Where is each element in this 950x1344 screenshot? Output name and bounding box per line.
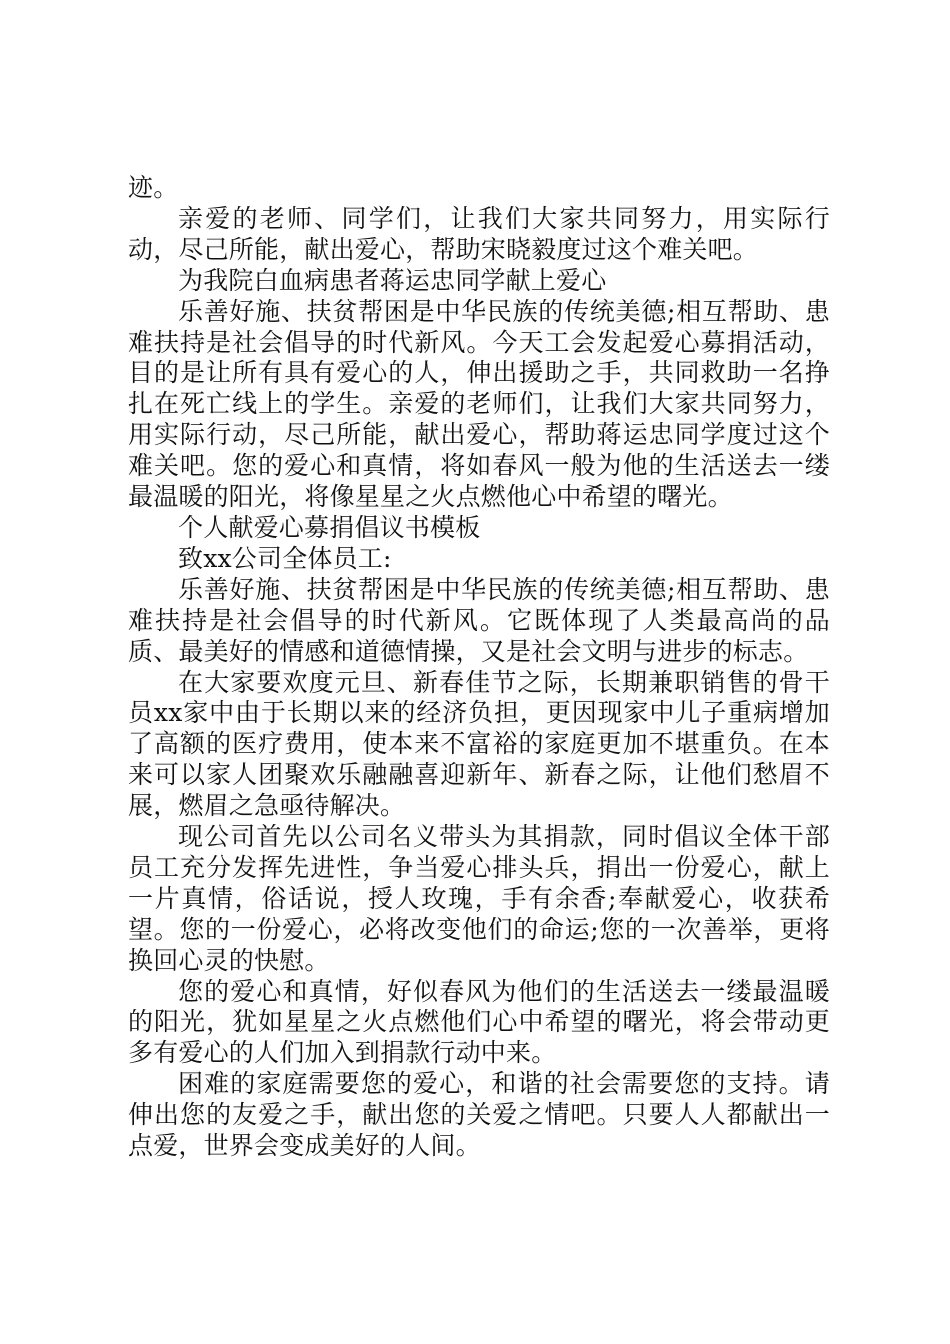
- salutation: 致xx公司全体员工:: [178, 543, 392, 573]
- paragraph-continuation: 迹。: [128, 173, 179, 202]
- paragraph-situation: 在大家要欢度元旦、新春佳节之际，长期兼职销售的骨干员xx家中由于长期以来的经济负担，更因现家中儿子重病增加了高额的医疗费用，使本来不富裕的家庭更加不堪重负。在本来可以家人团聚欢乐融融喜迎新年、新春之际，让他们愁眉不展，燃眉之急亟待解决。: [128, 667, 830, 821]
- paragraph-virtue: 乐善好施、扶贫帮困是中华民族的传统美德;相互帮助、患难扶持是社会倡导的时代新风。它既体现了人类最高尚的品质、最美好的情感和道德情操，又是社会文明与进步的标志。: [128, 574, 830, 666]
- section-heading-template: 个人献爱心募捐倡议书模板: [178, 512, 481, 542]
- document-body: [128, 173, 830, 1162]
- paragraph-jiang-appeal: 乐善好施、扶贫帮困是中华民族的传统美德;相互帮助、患难扶持是社会倡导的时代新风。今天工会发起爱心募捐活动，目的是让所有具有爱心的人，伸出援助之手，共同救助一名挣扎在死亡线上的学生。亲爱的老师们，让我们大家共同努力，用实际行动，尽己所能，献出爱心，帮助蒋运忠同学度过这个难关吧。您的爱心和真情，将如春风一般为他的生活送去一缕最温暖的阳光，将像星星之火点燃他心中希望的曙光。: [128, 296, 830, 512]
- section-heading-jiang: 为我院白血病患者蒋运忠同学献上爱心: [178, 265, 607, 295]
- paragraph-company-donation: 现公司首先以公司名义带头为其捐款，同时倡议全体干部员工充分发挥先进性，争当爱心排头兵，捐出一份爱心，献上一片真情，俗话说，授人玫瑰，手有余香;奉献爱心，收获希望。您的一份爱心，必将改变他们的命运;您的一次善举，更将换回心灵的快慰。: [128, 822, 830, 975]
- paragraph-appeal-song: 亲爱的老师、同学们，让我们大家共同努力，用实际行动，尽己所能，献出爱心，帮助宋晓毅度过这个难关吧。: [128, 203, 830, 264]
- paragraph-love-warmth: 您的爱心和真情，好似春风为他们的生活送去一缕最温暖的阳光，犹如星星之火点燃他们心中希望的曙光，将会带动更多有爱心的人们加入到捐款行动中来。: [128, 976, 830, 1068]
- paragraph-closing: 困难的家庭需要您的爱心，和谐的社会需要您的支持。请伸出您的友爱之手，献出您的关爱之情吧。只要人人都献出一点爱，世界会变成美好的人间。: [128, 1069, 830, 1161]
